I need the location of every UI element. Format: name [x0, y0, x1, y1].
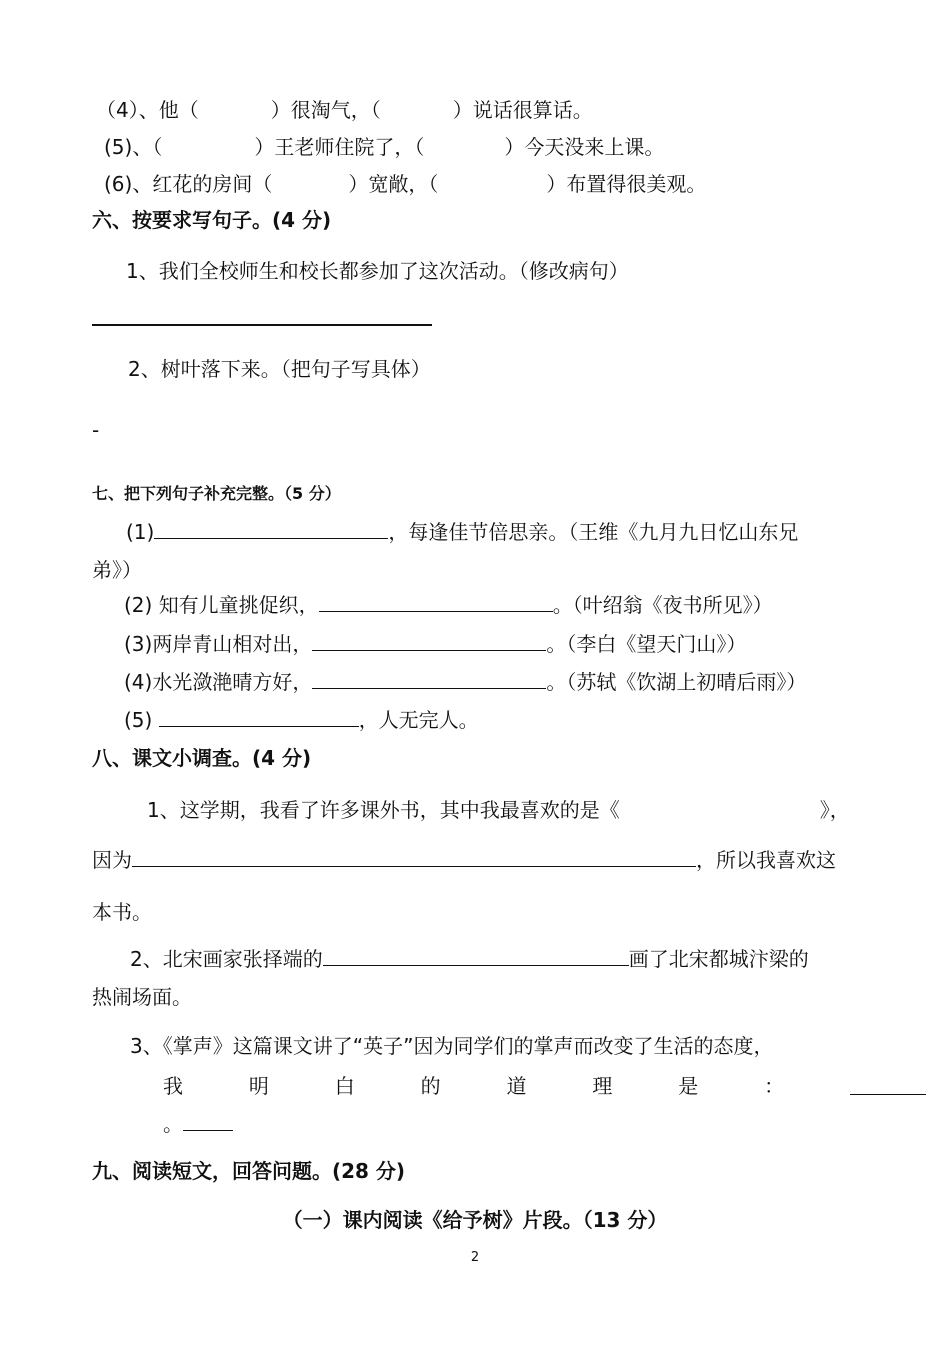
poem-item-1: (1) ，每逢佳节倍思亲。（王维《九月九日忆山东兄 — [126, 520, 799, 544]
answer-blank[interactable] — [183, 1110, 233, 1131]
fill-row-5: (5)、（ ）王老师住院了，（ ）今天没来上课。 — [104, 135, 665, 159]
answer-blank[interactable] — [850, 1074, 926, 1095]
answer-dash: - — [92, 418, 100, 442]
section-7-title: 七、把下列句子补充完整。（5 分） — [92, 484, 341, 503]
survey-q3: 3、《掌声》这篇课文讲了“英子”因为同学们的掌声而改变了生活的态度， — [130, 1034, 774, 1058]
answer-blank[interactable] — [159, 706, 359, 727]
survey-q3-justified-line: 我 明 白 的 道 理 是 ： — [163, 1070, 926, 1098]
fill-row-4: （4）、他（ ）很淘气，（ ）说话很算话。 — [96, 98, 593, 122]
answer-blank[interactable] — [323, 945, 629, 966]
answer-blank[interactable] — [319, 591, 553, 612]
section-6-title: 六、按要求写句子。(4 分) — [92, 208, 332, 232]
poem-item-5: (5) ，人无完人。 — [124, 708, 479, 732]
section-6-q1: 1、我们全校师生和校长都参加了这次活动。（修改病句） — [126, 259, 629, 283]
survey-q3-end: 。 — [163, 1110, 233, 1138]
poem-item-1-cont: 弟》） — [92, 558, 142, 582]
section-9-title: 九、阅读短文，回答问题。(28 分) — [92, 1159, 406, 1183]
answer-blank[interactable] — [154, 518, 388, 539]
answer-line[interactable] — [92, 324, 432, 326]
survey-q2: 2、北宋画家张择端的 画了北宋都城汴梁的 — [130, 947, 809, 971]
answer-blank[interactable] — [312, 630, 546, 651]
survey-q1-line2: 因为 ，所以我喜欢这 — [92, 848, 836, 872]
section-8-title: 八、课文小调查。(4 分) — [92, 746, 312, 770]
survey-q1: 1、这学期，我看了许多课外书，其中我最喜欢的是《 》， — [147, 798, 850, 822]
answer-blank[interactable] — [132, 846, 696, 867]
survey-q2-line2: 热闹场面。 — [92, 985, 192, 1009]
poem-item-4: (4)水光潋滟晴方好， 。（苏轼《饮湖上初晴后雨》） — [124, 670, 807, 694]
survey-q1-line3: 本书。 — [92, 900, 152, 924]
poem-item-3: (3)两岸青山相对出， 。（李白《望天门山》） — [124, 632, 747, 656]
fill-row-6: (6)、红花的房间（ ）宽敞，（ ）布置得很美观。 — [104, 172, 707, 196]
page-number: 2 — [470, 1250, 480, 1265]
section-9-subtitle: （一）课内阅读《给予树》片段。（13 分） — [282, 1208, 668, 1232]
poem-item-2: (2) 知有儿童挑促织， 。（叶绍翁《夜书所见》） — [124, 593, 773, 617]
section-6-q2: 2、树叶落下来。（把句子写具体） — [128, 357, 431, 381]
answer-blank[interactable] — [312, 668, 546, 689]
